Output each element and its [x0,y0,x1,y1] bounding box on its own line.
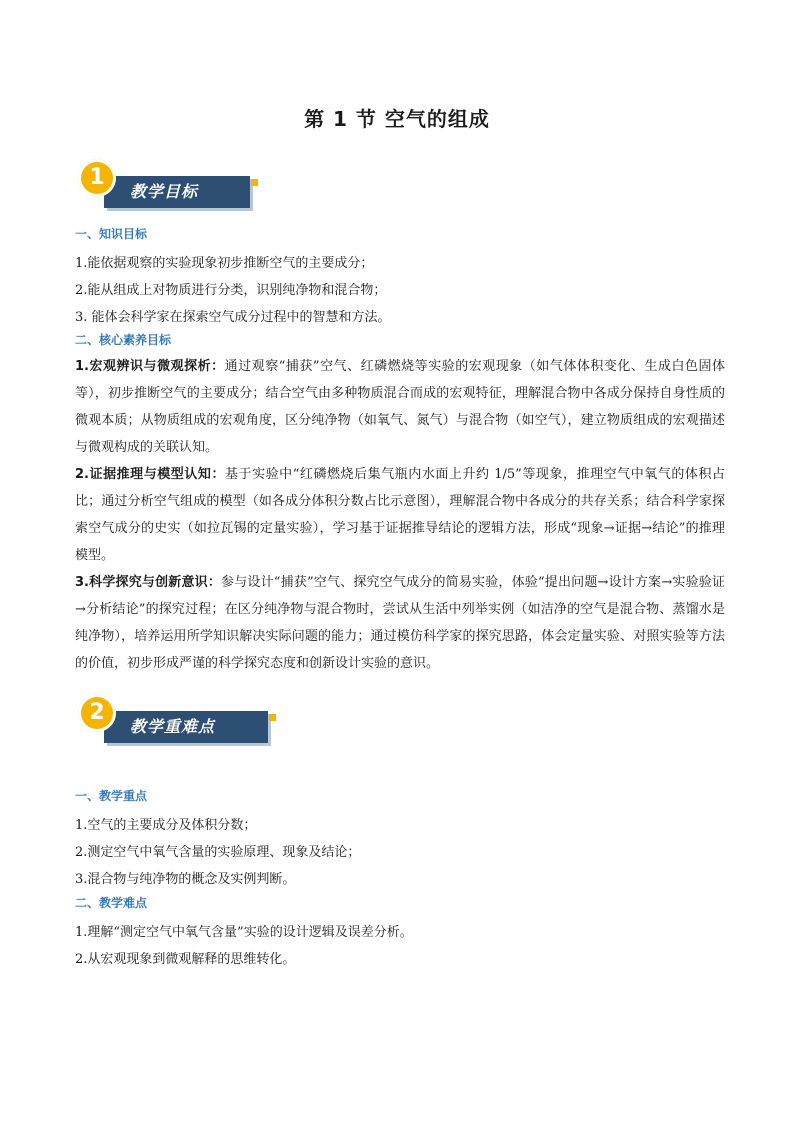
paragraph-text: 参与设计“捕获”空气、探究空气成分的简易实验，体验“提出问题→设计方案→实验验证→分析结论”的探究过程；在区分纯净物与混合物时，尝试从生活中列举实例（如洁净的空气是混合物、蒸馏水是纯净物），培养运用所学知识解决实际问题的能力；通过模仿科学家的探究思路，体会定量实验、对照实验等方法的价值，初步形成严谨的科学探究态度和创新设计实验的意识。 [75,575,725,671]
section-badge-keypoints [78,692,278,752]
corner-square-icon [251,179,258,186]
paragraph-text: 基于实验中“红磷燃烧后集气瓶内水面上升约 1/5”等现象，推理空气中氧气的体积占比；通过分析空气组成的模型（如各成分体积分数占比示意图），理解混合物中各成分的共存关系；结合科学家探索空气成分的史实（如拉瓦锡的定量实验），学习基于证据推导结论的逻辑方法，形成“现象→证据→结论”的推理模型。 [75,467,725,563]
focus-item: 3.混合物与纯净物的概念及实例判断。 [75,872,296,887]
teaching-difficulty-heading: 二、教学难点 [75,896,148,910]
badge-bar [104,711,268,743]
badge-label: 教学重难点 [130,717,216,736]
literacy-paragraph [75,353,725,461]
badge-bar [104,176,250,208]
number-circle-icon [78,159,116,197]
paragraph-lead: 3.科学探究与创新意识： [75,575,222,590]
literacy-goals-heading: 二、核心素养目标 [75,333,172,347]
knowledge-goals-heading: 一、知识目标 [75,227,148,241]
knowledge-item: 1.能依据观察的实验现象初步推断空气的主要成分； [75,256,374,271]
focus-item: 2.测定空气中氧气含量的实验原理、现象及结论； [75,845,361,860]
corner-square-icon [269,714,276,721]
number-circle-icon [78,694,116,732]
focus-item: 1.空气的主要成分及体积分数； [75,818,257,833]
knowledge-item: 2.能从组成上对物质进行分类，识别纯净物和混合物； [75,283,387,298]
paragraph-lead: 1.宏观辨识与微观探析： [75,359,225,374]
difficulty-item: 1.理解“测定空气中氧气含量”实验的设计逻辑及误差分析。 [75,925,413,940]
teaching-focus-heading: 一、教学重点 [75,789,148,803]
badge-label: 教学目标 [130,182,199,201]
badge-number: 2 [89,700,105,725]
badge-number: 1 [89,165,105,190]
page-title: 第 1 节 空气的组成 [304,107,490,131]
paragraph-text: 通过观察“捕获”空气、红磷燃烧等实验的宏观现象（如气体体积变化、生成白色固体等），初步推断空气的主要成分；结合空气由多种物质混合而成的宏观特征，理解混合物中各成分保持自身性质的微观本质；从物质组成的宏观角度，区分纯净物（如氧气、氮气）与混合物（如空气），建立物质组成的宏观描述与微观构成的关联认知。 [75,359,726,455]
knowledge-item: 3. 能体会科学家在探索空气成分过程中的智慧和方法。 [75,310,391,325]
section-badge-goals [78,157,278,217]
literacy-paragraph [75,569,725,677]
difficulty-item: 2.从宏观现象到微观解释的思维转化。 [75,952,296,967]
paragraph-lead: 2.证据推理与模型认知： [75,467,225,482]
literacy-paragraph [75,461,725,569]
